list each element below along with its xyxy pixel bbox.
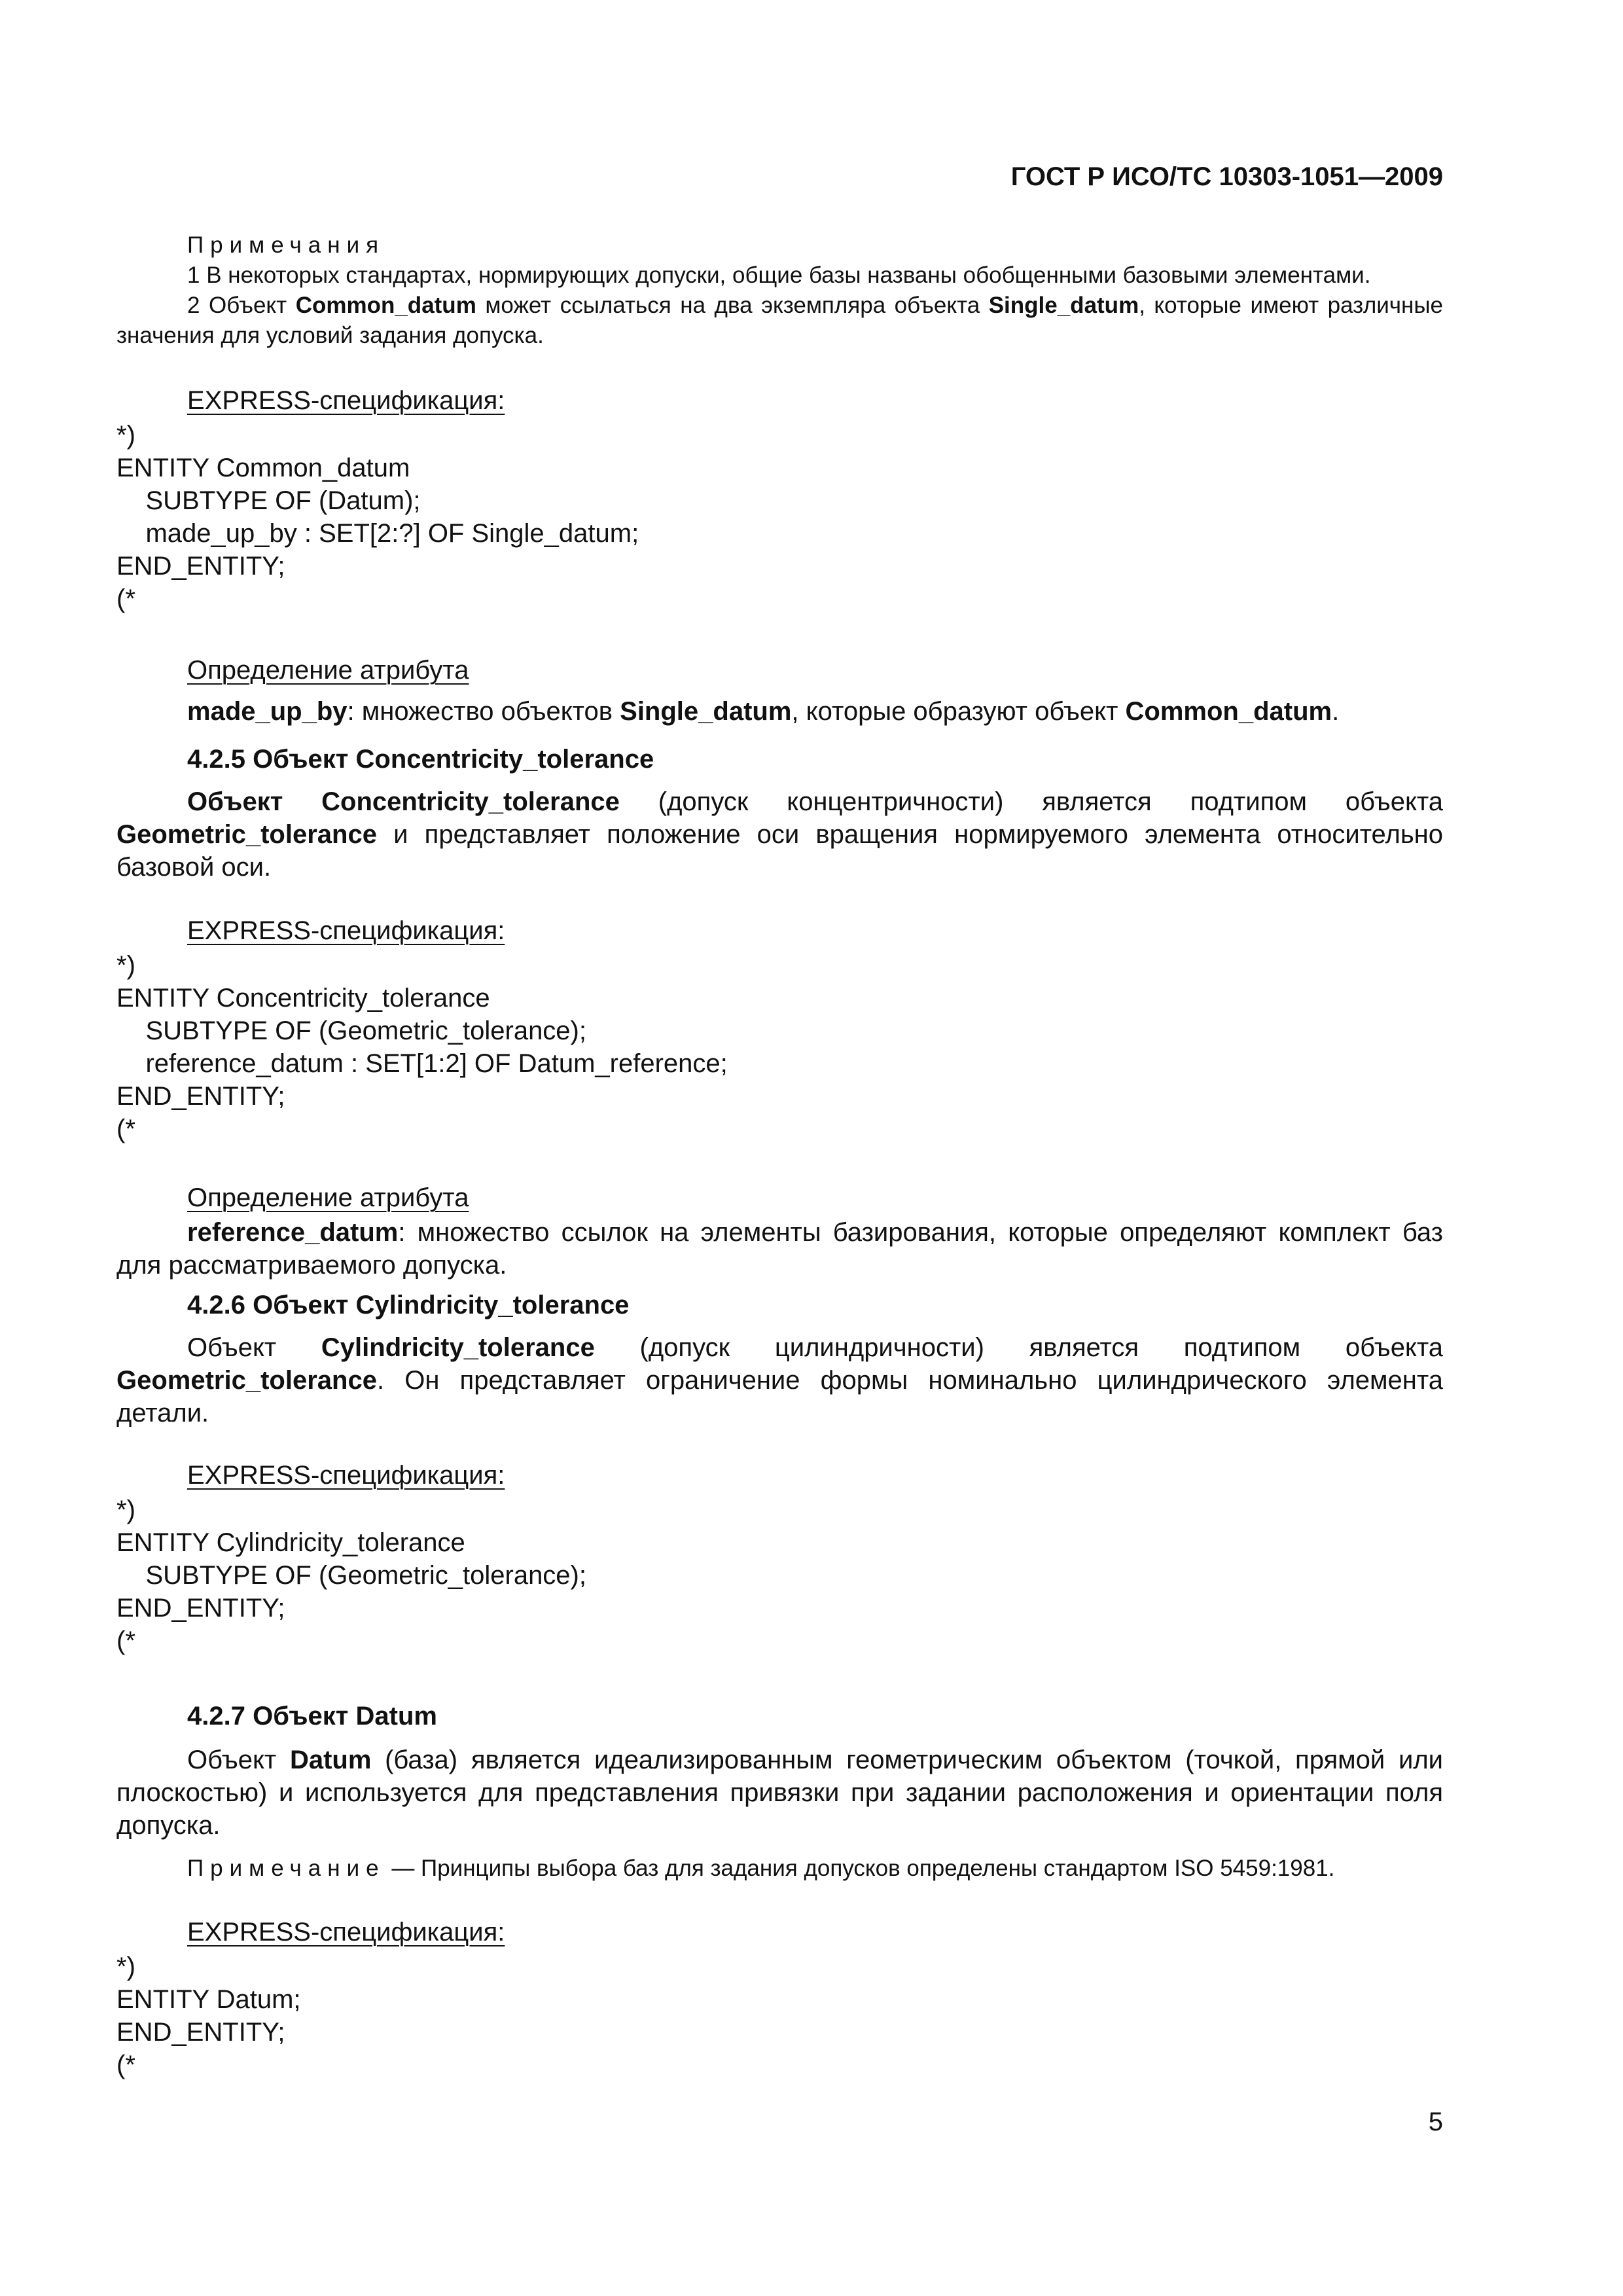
- express-code-datum: *) ENTITY Datum; END_ENTITY; (*: [116, 1952, 301, 2079]
- express-label: EXPRESS-спецификация:: [187, 1918, 505, 1946]
- attribute-definition-label: Определение атрибута: [187, 1183, 469, 1212]
- notes-heading: Примечания: [187, 232, 385, 258]
- section-heading-4-2-7: 4.2.7 Объект Datum: [187, 1702, 437, 1731]
- document-header: ГОСТ Р ИСО/ТС 10303-1051—2009: [1010, 162, 1443, 191]
- section-heading-4-2-5: 4.2.5 Объект Concentricity_tolerance: [187, 745, 654, 774]
- express-label: EXPRESS-спецификация:: [187, 386, 505, 415]
- attribute-definition-label: Определение атрибута: [187, 656, 469, 685]
- express-label: EXPRESS-спецификация:: [187, 1461, 505, 1490]
- section-heading-4-2-6: 4.2.6 Объект Cylindricity_tolerance: [187, 1291, 630, 1319]
- section-4-2-6-paragraph: Объект Cylindricity_tolerance (допуск цилиндричности) является подтипом объекта Geometric_tolerance. Он представляет ограничение формы номинально цилиндрического элемента детали.: [116, 1333, 1444, 1427]
- express-code-cylindricity: *) ENTITY Cylindricity_tolerance SUBTYPE OF (Geometric_tolerance); END_ENTITY; (*: [116, 1496, 586, 1655]
- note-2: 2 Объект Common_datum может ссылаться на два экземпляра объекта Single_datum, которые имеют различные значения для условий задания допуска.: [116, 293, 1443, 348]
- attribute-reference-datum: reference_datum: множество ссылок на элементы базирования, которые определяют комплект баз для рассматриваемого допуска.: [116, 1218, 1443, 1280]
- page-number: 5: [1428, 2108, 1443, 2136]
- express-code-common-datum: *) ENTITY Common_datum SUBTYPE OF (Datum); made_up_by : SET[2:?] OF Single_datum; END_ENTITY; (*: [116, 421, 639, 613]
- note-1: 1 В некоторых стандартах, нормирующих допуски, общие базы названы обобщенными базовыми элементами.: [187, 262, 1371, 288]
- section-4-2-7-note: Примечание — Принципы выбора баз для задания допусков определены стандартом ISO 5459:1981.: [187, 1856, 1335, 1881]
- express-label: EXPRESS-спецификация:: [187, 916, 505, 945]
- attribute-made-up-by: made_up_by: множество объектов Single_datum, которые образуют объект Common_datum.: [187, 697, 1340, 726]
- section-4-2-5-paragraph: Объект Concentricity_tolerance (допуск концентричности) является подтипом объекта Geometric_tolerance и представляет положение оси вращения нормируемого элемента относительно базовой оси.: [116, 787, 1444, 882]
- express-code-concentricity: *) ENTITY Concentricity_tolerance SUBTYPE OF (Geometric_tolerance); reference_datum : SET[1:2] OF Datum_reference; END_ENTITY; (*: [116, 951, 728, 1143]
- section-4-2-7-paragraph: Объект Datum (база) является идеализированным геометрическим объектом (точкой, прямой или плоскостью) и используется для представления привязки при задании расположения и ориентации поля допуска.: [116, 1746, 1443, 1840]
